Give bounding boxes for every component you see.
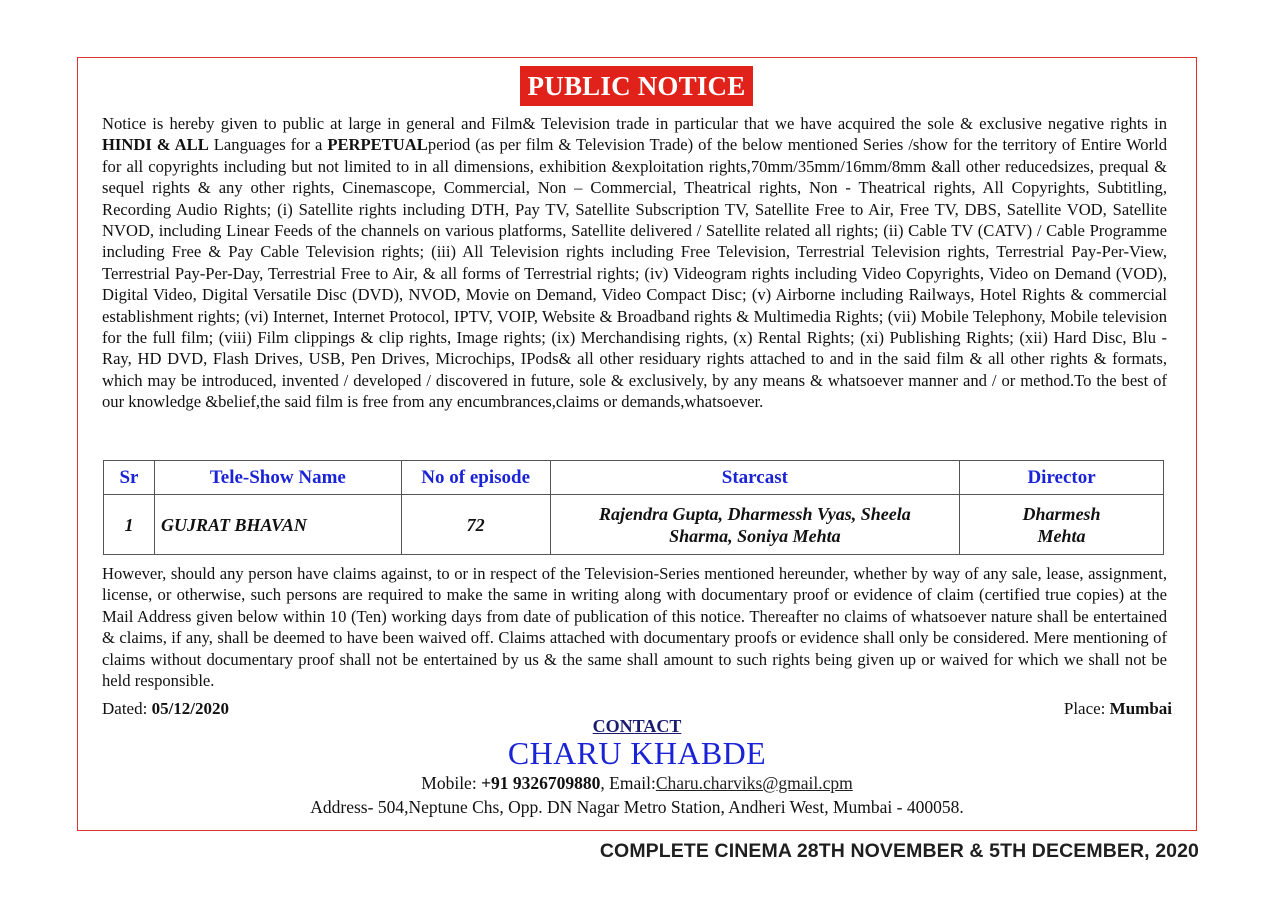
contact-mobile-email-line <box>0 773 1274 794</box>
mobile-label: Mobile: <box>421 773 482 793</box>
contact-label: CONTACT <box>592 716 682 736</box>
intro-text-rest: period (as per film & Television Trade) of the below mentioned Series /show for the territory of Entire World for all copyrights including but not limited to in all dimensions, exhibition &exploitation rights,70mm/35mm/16mm/8mm &all other reducedsizes, prequal & sequel rights & any other rights, Cinemascope, Commercial, Non – Commercial, Theatrical rights, Non - Theatrical rights, All Copyrights, Subtitling, Recording Audio Rights; (i) Satellite rights including DTH, Pay TV, Satellite Subscription TV, Satellite Free to Air, Free TV, DBS, Satellite VOD, Satellite NVOD, including Linear Feeds of the channels on various platforms, Satellite delivered / Satellite related all rights; (ii) Cable TV (CATV) / Cable Programme including Free & Pay Cable Television rights; (iii) All Television rights including Free Television, Terrestrial Television rights, Terrestrial Pay-Per-View, Terrestrial Pay-Per-Day, Terrestrial Free to Air, & all forms of Terrestrial rights; (iv) Videogram rights including Video Copyrights, Video on Demand (VOD), Digital Video, Digital Versatile Disc (DVD), NVOD, Movie on Demand, Video Compact Disc; (v) Airborne including Railways, Hotel Rights & commercial establishment rights; (vi) Internet, Internet Protocol, IPTV, VOIP, Website & Broadband rights & Multimedia Rights; (vii) Mobile Telephony, Mobile television for the full film; (viii) Film clippings & clip rights, Image rights; (ix) Merchandising rights, (x) Rental Rights; (xi) Publishing Rights; (xii) Hard Disc, Blu - Ray, HD DVD, Flash Drives, USB, Pen Drives, Microchips, IPods& all other residuary rights attached to and in the said film & all other rights & formats, which may be introduced, invented / developed / discovered in future, sole & exclusively, by any means & whatsoever manner and / or method.To the best of our knowledge &belief,the said film is free from any encumbrances,claims or demands,whatsoever. <box>102 135 1168 412</box>
header-episodes: No of episode <box>401 461 550 495</box>
director-line-2: Mehta <box>1037 525 1086 546</box>
mobile-number: +91 9326709880 <box>481 773 601 793</box>
table-header-row <box>104 461 1164 495</box>
intro-bold-perpetual: PERPETUAL <box>327 135 428 155</box>
table-row <box>104 495 1164 555</box>
header-starcast: Starcast <box>550 461 960 495</box>
email-link[interactable]: Charu.charviks@gmail.cpm <box>655 773 853 793</box>
starcast-line-1: Rajendra Gupta, Dharmessh Vyas, Sheela <box>599 503 911 524</box>
starcast-line-2: Sharma, Soniya Mehta <box>669 525 841 546</box>
publication-footer: COMPLETE CINEMA 28TH NOVEMBER & 5TH DECEMBER, 2020 <box>599 840 1199 862</box>
intro-text-mid: Languages for a <box>208 135 328 155</box>
place-value: Mumbai <box>1109 699 1172 718</box>
place-label: Place: <box>1063 699 1110 718</box>
email-label: , Email: <box>600 773 656 793</box>
dated-label: Dated: <box>102 699 152 718</box>
cell-starcast <box>550 495 960 555</box>
cell-sr: 1 <box>104 495 155 555</box>
contact-address: Address- 504,Neptune Chs, Opp. DN Nagar Metro Station, Andheri West, Mumbai - 400058. <box>310 797 964 817</box>
claims-paragraph: However, should any person have claims against, to or in respect of the Television-Series mentioned hereunder, whether by way of any sale, lease, assignment, license, or otherwise, such persons are required to make the same in writing along with documentary proof or evidence of claim (certified true copies) at the Mail Address given below within 10 (Ten) working days from date of publication of this notice. Thereafter no claims of whatsoever nature shall be entertained & claims, if any, shall be deemed to have been waived off. Claims attached with documentary proofs or evidence shall only be considered. Mere mentioning of claims without documentary proof shall not be entertained by us & the same shall amount to such rights being given up or waived for which we shall not be held responsible. <box>102 564 1167 691</box>
notice-heading: PUBLIC NOTICE <box>520 66 753 106</box>
intro-bold-languages: HINDI & ALL <box>102 135 209 155</box>
intro-text-start: Notice is hereby given to public at large in general and Film& Television trade in particular that we have acquired the sole & exclusive negative rights in <box>102 114 1167 133</box>
header-director: Director <box>960 461 1164 495</box>
cell-director <box>960 495 1164 555</box>
header-show-name: Tele-Show Name <box>154 461 401 495</box>
show-details-table <box>103 460 1164 555</box>
notice-intro-paragraph <box>102 113 1167 413</box>
dated-value: 05/12/2020 <box>151 699 230 718</box>
header-sr: Sr <box>104 461 155 495</box>
contact-name: CHARU KHABDE <box>507 735 767 771</box>
cell-episodes: 72 <box>401 495 550 555</box>
director-line-1: Dharmesh <box>1022 503 1101 524</box>
cell-show-name: GUJRAT BHAVAN <box>154 495 401 555</box>
